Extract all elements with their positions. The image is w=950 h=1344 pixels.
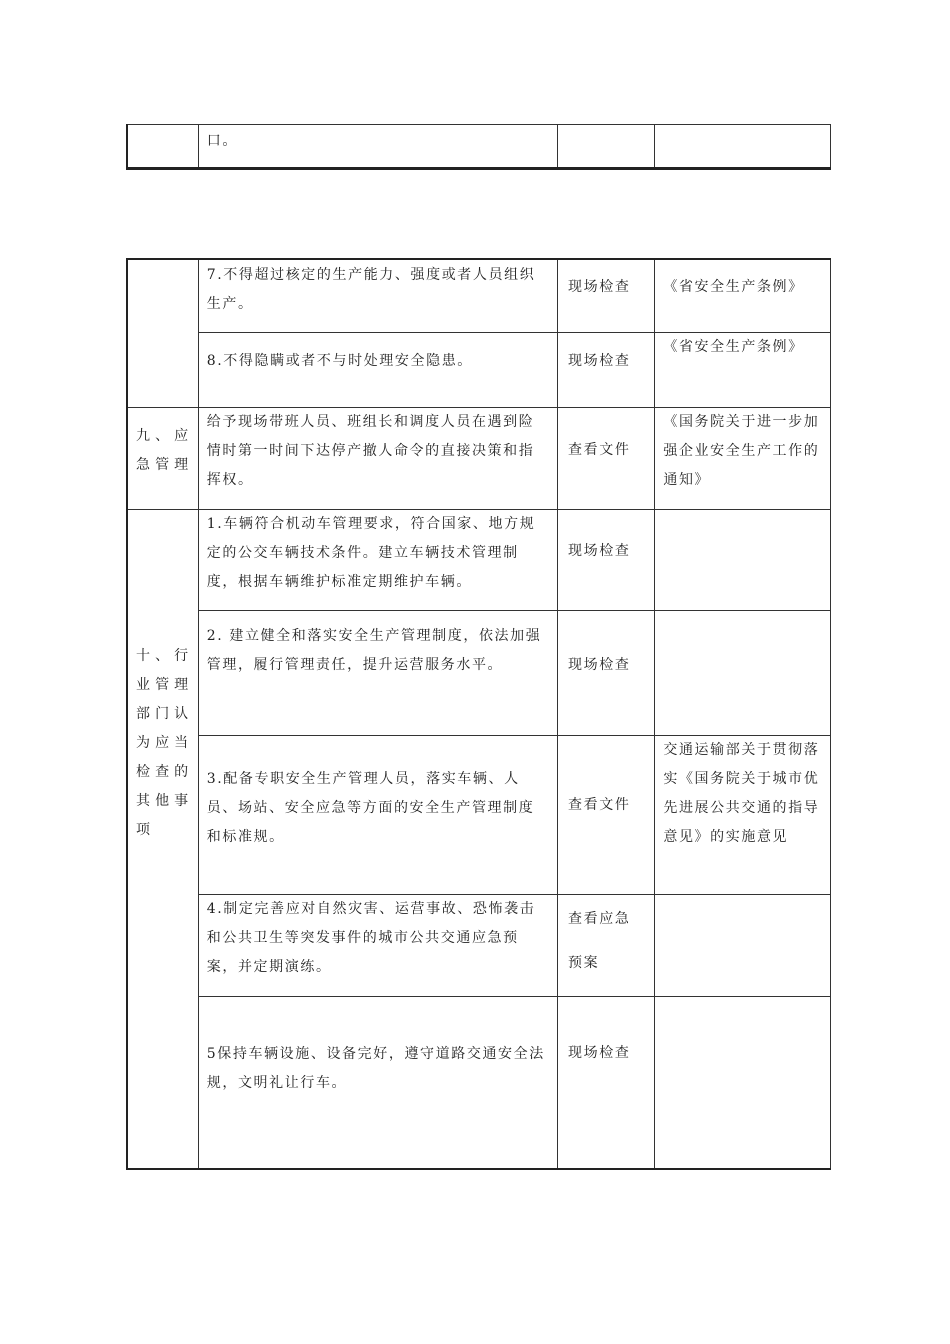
- basis-cell: [655, 509, 831, 610]
- basis-cell: [655, 610, 831, 735]
- method-cell: 现场检查: [558, 610, 655, 735]
- method-cell: 现场检查: [558, 996, 655, 1169]
- method-cell: 现场检查: [558, 259, 655, 332]
- method-cell: 查看文件: [558, 407, 655, 509]
- category-cell: 九、应急管理: [127, 407, 198, 509]
- method-line: 预案: [568, 954, 600, 971]
- content-cell: 2. 建立健全和落实安全生产管理制度，依法加强管理，履行管理责任，提升运营服务水平。: [198, 610, 557, 735]
- method-line: 查看应急: [568, 910, 631, 927]
- content-cell: 3.配备专职安全生产管理人员，落实车辆、人员、场站、安全应急等方面的安全生产管理制度和标准规。: [198, 735, 557, 894]
- content-cell: 1.车辆符合机动车管理要求，符合国家、地方规定的公交车辆技术条件。建立车辆技术管理制度，根据车辆维护标准定期维护车辆。: [198, 509, 557, 610]
- table-row: [127, 894, 831, 996]
- method-cell: 现场检查: [558, 509, 655, 610]
- table-row: [127, 407, 831, 509]
- inspection-table: [126, 258, 831, 1170]
- top-table-fragment: [126, 124, 831, 170]
- table-row: [127, 996, 831, 1169]
- category-cell: [127, 259, 198, 407]
- basis-cell: [655, 125, 831, 169]
- category-cell: [127, 125, 198, 169]
- method-cell: [558, 894, 655, 996]
- content-cell: 8.不得隐瞒或者不与时处理安全隐患。: [198, 332, 557, 407]
- content-cell: 7.不得超过核定的生产能力、强度或者人员组织生产。: [198, 259, 557, 332]
- method-cell: 查看文件: [558, 735, 655, 894]
- content-cell: 4.制定完善应对自然灾害、运营事故、恐怖袭击和公共卫生等突发事件的城市公共交通应急预案，并定期演练。: [198, 894, 557, 996]
- basis-cell: 《省安全生产条例》: [655, 332, 831, 407]
- content-cell: 5保持车辆设施、设备完好，遵守道路交通安全法规，文明礼让行车。: [198, 996, 557, 1169]
- basis-cell: [655, 894, 831, 996]
- table-row: [127, 125, 831, 169]
- content-cell: 口。: [198, 125, 557, 169]
- table-row: [127, 332, 831, 407]
- basis-cell: 《省安全生产条例》: [655, 259, 831, 332]
- content-cell: 给予现场带班人员、班组长和调度人员在遇到险情时第一时间下达停产撤人命令的直接决策和指挥权。: [198, 407, 557, 509]
- basis-cell: 《国务院关于进一步加强企业安全生产工作的通知》: [655, 407, 831, 509]
- category-cell: 十、行业管理部门认为应当检查的其他事项: [127, 509, 198, 1169]
- table-row: [127, 509, 831, 610]
- method-cell: [558, 125, 655, 169]
- basis-cell: 交通运输部关于贯彻落实《国务院关于城市优先进展公共交通的指导意见》的实施意见: [655, 735, 831, 894]
- table-row: [127, 610, 831, 735]
- method-cell: 现场检查: [558, 332, 655, 407]
- table-row: [127, 735, 831, 894]
- table-row: [127, 259, 831, 332]
- basis-cell: [655, 996, 831, 1169]
